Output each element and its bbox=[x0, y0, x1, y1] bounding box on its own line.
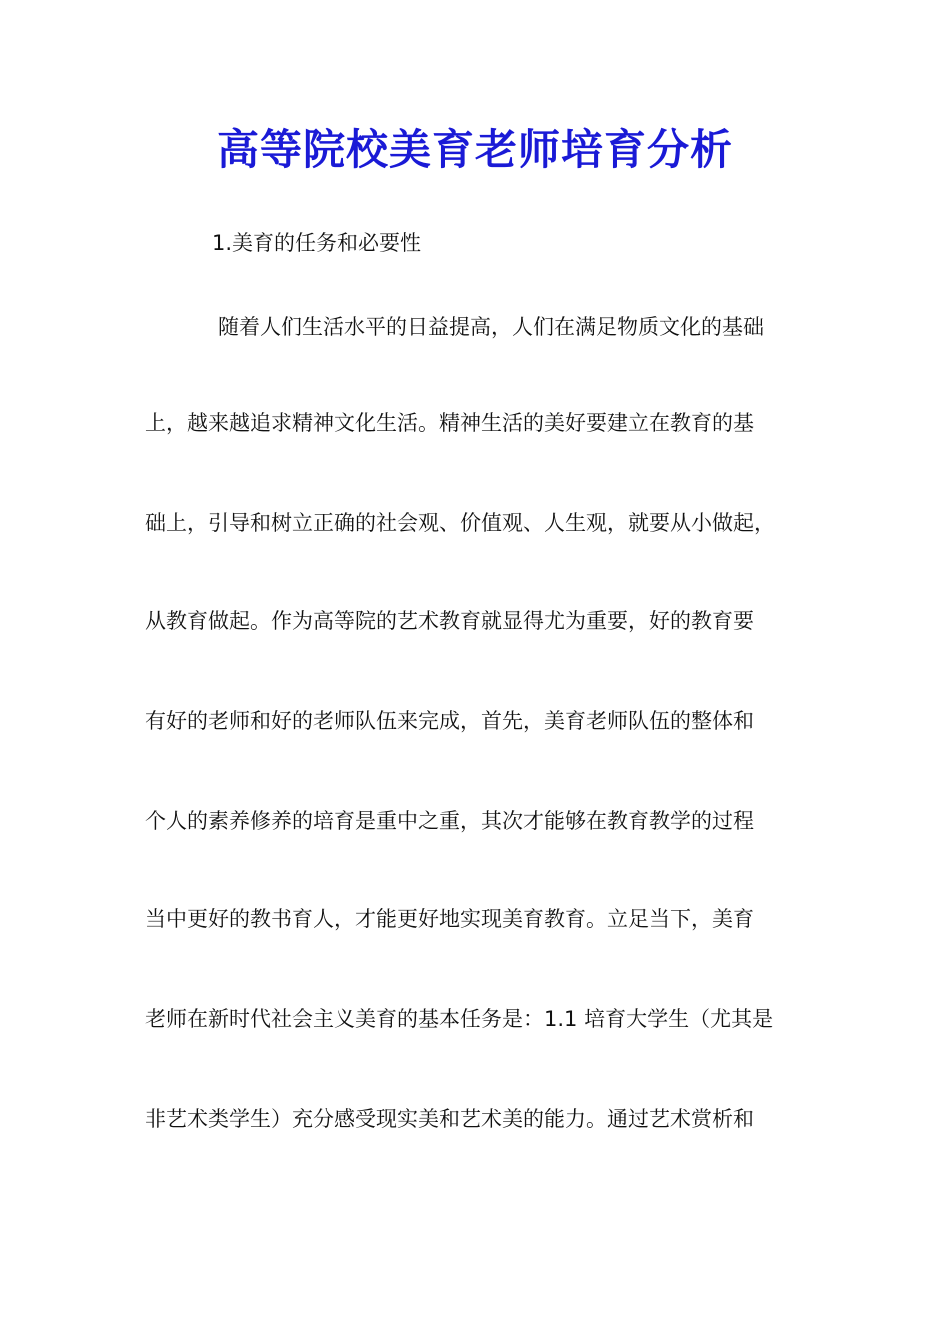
paragraph-line-8: 老师在新时代社会主义美育的基本任务是：1.1 培育大学生（尤其是 bbox=[145, 1007, 774, 1031]
paragraph-line-2: 上，越来越追求精神文化生活。精神生活的美好要建立在教育的基 bbox=[145, 411, 754, 435]
paragraph-line-6: 个人的素养修养的培育是重中之重，其次才能够在教育教学的过程 bbox=[145, 809, 754, 833]
document-title: 高等院校美育老师培育分析 bbox=[216, 125, 733, 174]
paragraph-line-7: 当中更好的教书育人，才能更好地实现美育教育。立足当下，美育 bbox=[145, 907, 754, 931]
paragraph-line-9: 非艺术类学生）充分感受现实美和艺术美的能力。通过艺术赏析和 bbox=[145, 1107, 754, 1131]
paragraph-line-4: 从教育做起。作为高等院的艺术教育就显得尤为重要，好的教育要 bbox=[145, 609, 754, 633]
paragraph-line-1: 随着人们生活水平的日益提高，人们在满足物质文化的基础 bbox=[218, 315, 764, 339]
section-heading: 1.美育的任务和必要性 bbox=[212, 231, 422, 255]
paragraph-line-3: 础上，引导和树立正确的社会观、价值观、人生观，就要从小做起， bbox=[145, 511, 775, 535]
paragraph-line-5: 有好的老师和好的老师队伍来完成，首先，美育老师队伍的整体和 bbox=[145, 709, 754, 733]
